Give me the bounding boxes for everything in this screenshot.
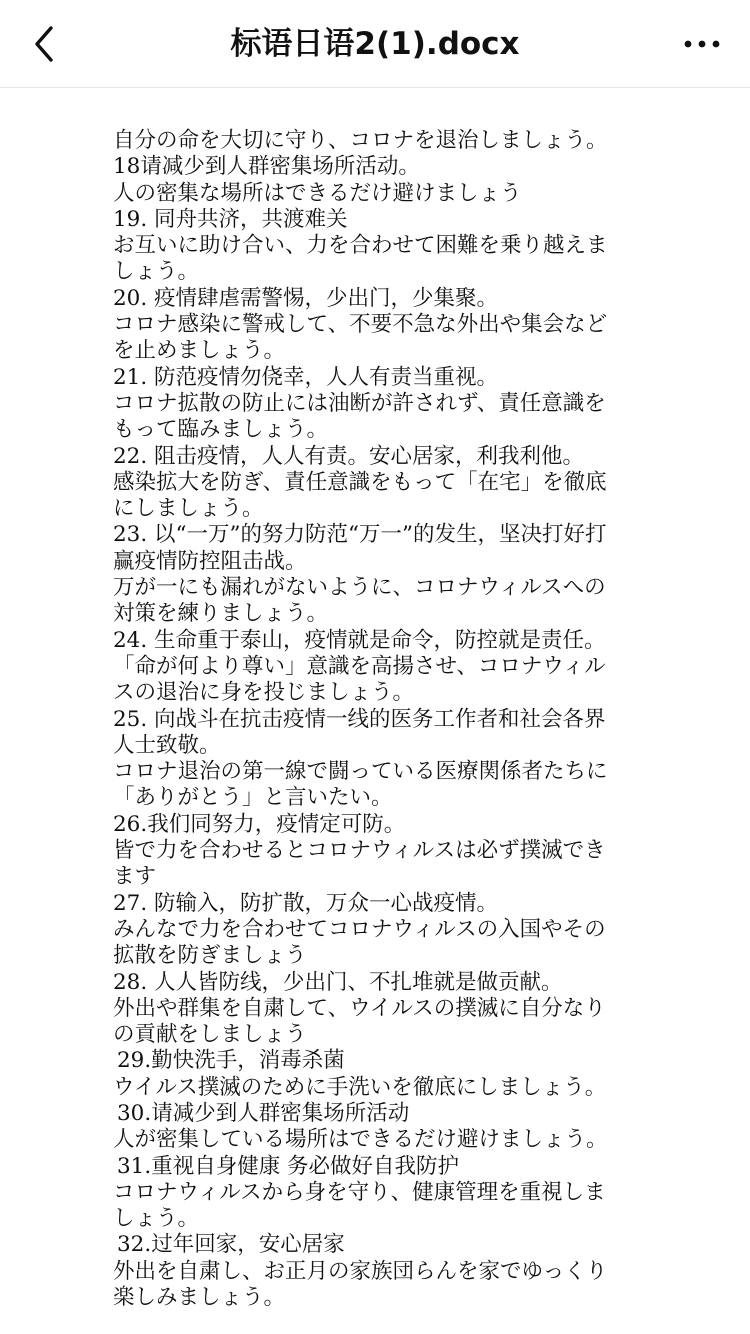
document-line: にしましょう。 — [113, 496, 264, 522]
document-body — [113, 128, 643, 1311]
document-line: 外出を自粛し、お正月の家族団らんを家でゆっくり — [113, 1258, 608, 1284]
document-line: 対策を練りましょう。 — [113, 601, 329, 627]
document-line: 25. 向战斗在抗击疫情一线的医务工作者和社会各界 — [113, 706, 606, 732]
document-line: 赢疫情防控阻击战。 — [113, 548, 307, 574]
document-line: お互いに助け合い、力を合わせて困難を乗り越えま — [113, 233, 608, 259]
chevron-left-icon — [29, 24, 59, 64]
document-line: 30.请减少到人群密集场所活动 — [117, 1100, 410, 1126]
document-line: 人が密集している場所はできるだけ避けましょう。 — [113, 1127, 608, 1153]
document-line: を止めましょう。 — [113, 338, 286, 364]
document-line: 自分の命を大切に守り、コロナを退治しましょう。 — [113, 128, 608, 153]
document-line: ウイルス撲滅のために手洗いを徹底にしましょう。 — [113, 1074, 607, 1100]
document-line: 24. 生命重于泰山，疫情就是命令，防控就是责任。 — [113, 627, 606, 653]
document-line: 19. 同舟共济，共渡难关 — [113, 206, 348, 232]
document-line: 27. 防输入，防扩散，万众一心战疫情。 — [113, 890, 499, 916]
document-line: 20. 疫情肆虐需警惕，少出门，少集聚。 — [113, 285, 499, 311]
document-line: 人士致敬。 — [113, 732, 221, 758]
document-line: 感染拡大を防ぎ、責任意識をもって「在宅」を徹底 — [113, 469, 607, 495]
document-line: 18请减少到人群密集场所活动。 — [113, 154, 420, 180]
document-line: 32.过年回家，安心居家 — [117, 1232, 345, 1258]
document-line: 「命が何より尊い」意識を高揚させ、コロナウィル — [113, 653, 606, 679]
document-line: コロナウィルスから身を守り、健康管理を重視しま — [113, 1179, 606, 1205]
document-line: しょう。 — [113, 1206, 200, 1232]
document-line: 21. 防范疫情勿侥幸，人人有责当重视。 — [113, 364, 499, 390]
back-button[interactable] — [18, 18, 70, 70]
document-line: コロナ拡散の防止には油断が許されず、責任意識を — [113, 390, 606, 416]
document-line: みんなで力を合わせてコロナウィルスの入国やその — [113, 916, 606, 942]
document-line: 皆で力を合わせるとコロナウィルスは必ず撲滅でき — [113, 838, 606, 864]
document-line: 29.勤快洗手，消毒杀菌 — [117, 1048, 345, 1074]
document-line: 人の密集な場所はできるだけ避けましょう — [113, 180, 522, 206]
document-line: 万が一にも漏れがないように、コロナウィルスへの — [113, 575, 606, 601]
document-line: 22. 阻击疫情，人人有责。安心居家，利我利他。 — [113, 443, 585, 469]
top-navigation-bar — [0, 0, 750, 88]
document-line: コロナ退治の第一線で闘っている医療関係者たちに — [113, 759, 608, 785]
document-line: 楽しみましょう。 — [113, 1285, 286, 1311]
ellipsis-horizontal-icon — [682, 38, 722, 50]
document-line: 28. 人人皆防线，少出门、不扎堆就是做贡献。 — [113, 969, 563, 995]
more-options-button[interactable] — [676, 26, 728, 62]
document-line: 外出や群集を自粛して、ウイルスの撲滅に自分なり — [113, 995, 606, 1021]
document-line: コロナ感染に警戒して、不要不急な外出や集会など — [113, 312, 608, 338]
document-title: 标语日语2(1).docx — [230, 26, 520, 62]
document-line: スの退治に身を投じましょう。 — [113, 680, 415, 706]
document-line: の貢献をしましょう — [113, 1022, 307, 1048]
document-line: 「ありがとう」と言いたい。 — [113, 785, 393, 811]
document-line: 拡散を防ぎましょう — [113, 943, 307, 969]
document-line: しょう。 — [113, 259, 200, 285]
document-line: もって臨みましょう。 — [113, 417, 329, 443]
document-line: 31.重视自身健康 务必做好自我防护 — [117, 1153, 460, 1179]
document-line: 26.我们同努力，疫情定可防。 — [113, 811, 406, 837]
document-line: ます — [113, 864, 157, 890]
document-line: 23. 以“一万”的努力防范“万一”的发生，坚决打好打 — [113, 522, 607, 548]
